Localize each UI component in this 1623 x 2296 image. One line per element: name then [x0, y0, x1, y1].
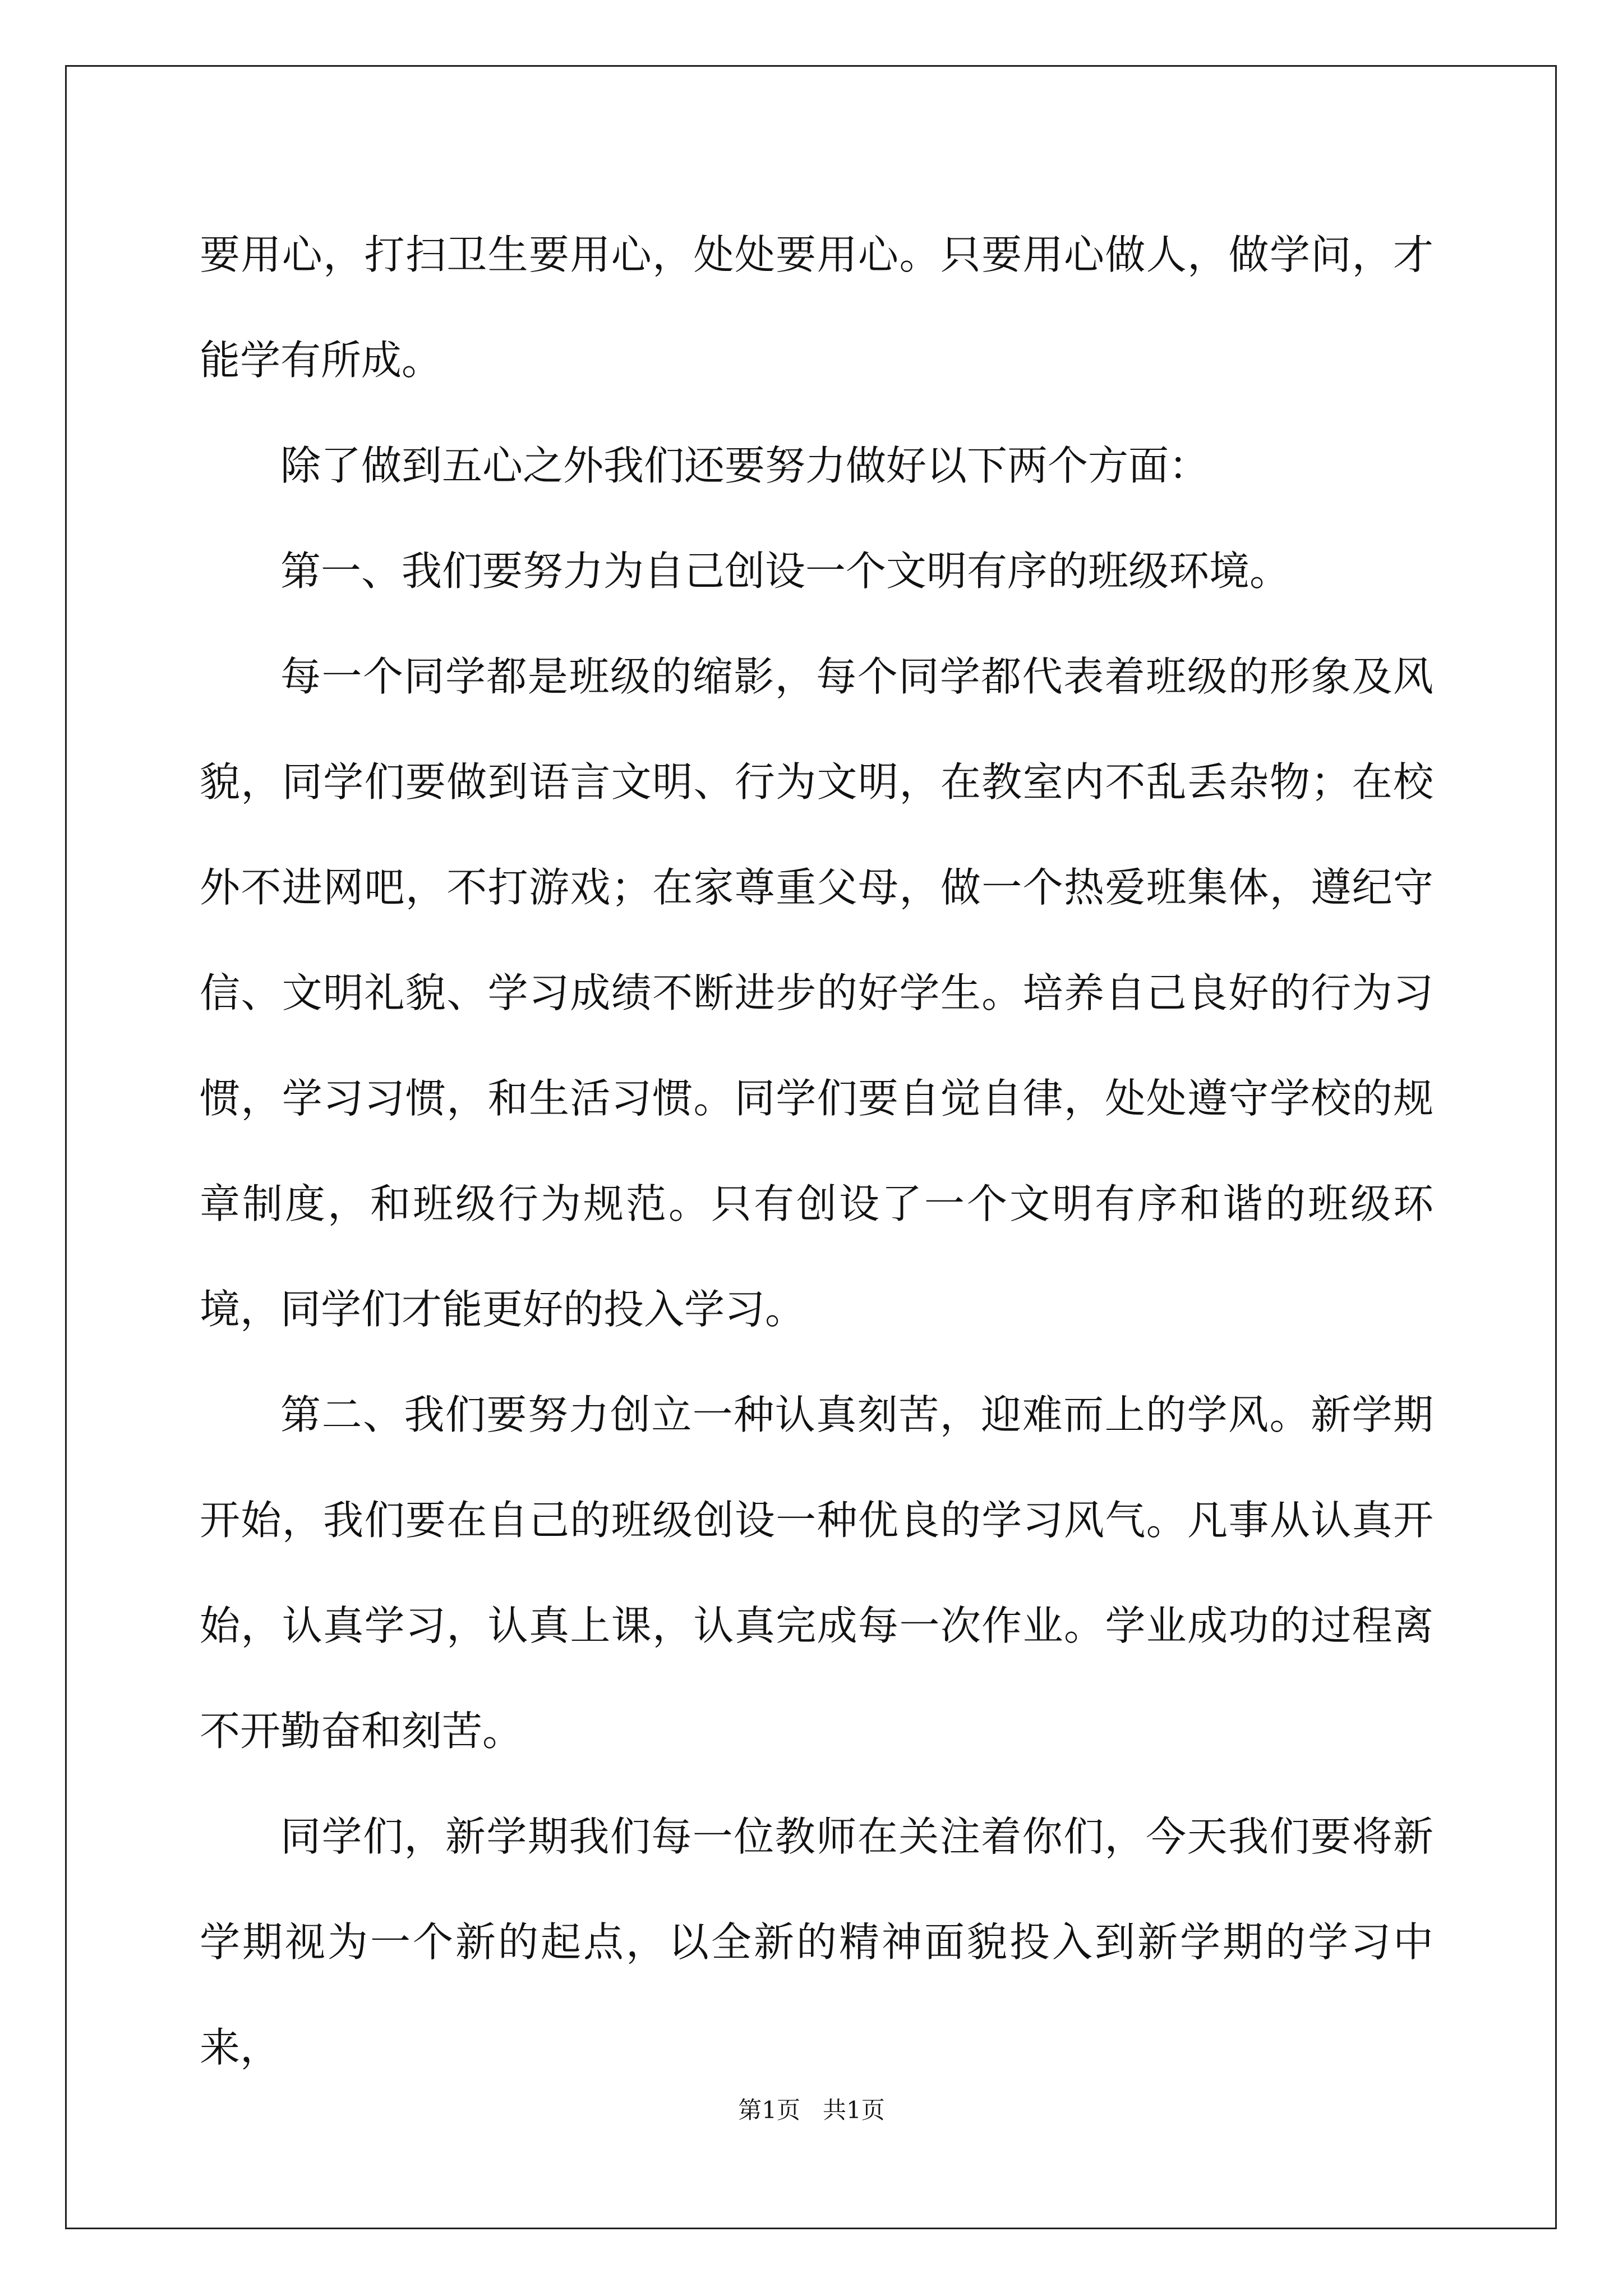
page-number: 第1页 [738, 2096, 800, 2124]
paragraph-1: 要用心，打扫卫生要用心，处处要用心。只要用心做人，做学问，才能学有所成。 [200, 231, 1433, 384]
paragraph-3: 第一、我们要努力为自己创设一个文明有序的班级环境。 [280, 547, 1290, 595]
page-total: 共1页 [823, 2096, 885, 2124]
paragraph-5: 第二、我们要努力创立一种认真刻苦，迎难而上的学风。新学期开始，我们要在自己的班级创设一种优良的学习风气。凡事从认真开始，认真学习，认真上课，认真完成每一次作业。学业成功的过程离不开勤奋和刻苦。 [200, 1391, 1433, 1755]
paragraph-6: 同学们，新学期我们每一位教师在关注着你们，今天我们要将新学期视为一个新的起点，以全新的精神面貌投入到新学期的学习中来， [200, 1813, 1433, 2071]
document-body [200, 202, 1433, 2100]
paragraph-2: 除了做到五心之外我们还要努力做好以下两个方面： [280, 442, 1210, 489]
page-footer [0, 2093, 1623, 2127]
paragraph-4: 每一个同学都是班级的缩影，每个同学都代表着班级的形象及风貌，同学们要做到语言文明、行为文明，在教室内不乱丢杂物；在校外不进网吧，不打游戏；在家尊重父母，做一个热爱班集体，遵纪守信、文明礼貌、学习成绩不断进步的好学生。培养自己良好的行为习惯，学习习惯，和生活习惯。同学们要自觉自律，处处遵守学校的规章制度，和班级行为规范。只有创设了一个文明有序和谐的班级环境，同学们才能更好的投入学习。 [200, 653, 1433, 1333]
